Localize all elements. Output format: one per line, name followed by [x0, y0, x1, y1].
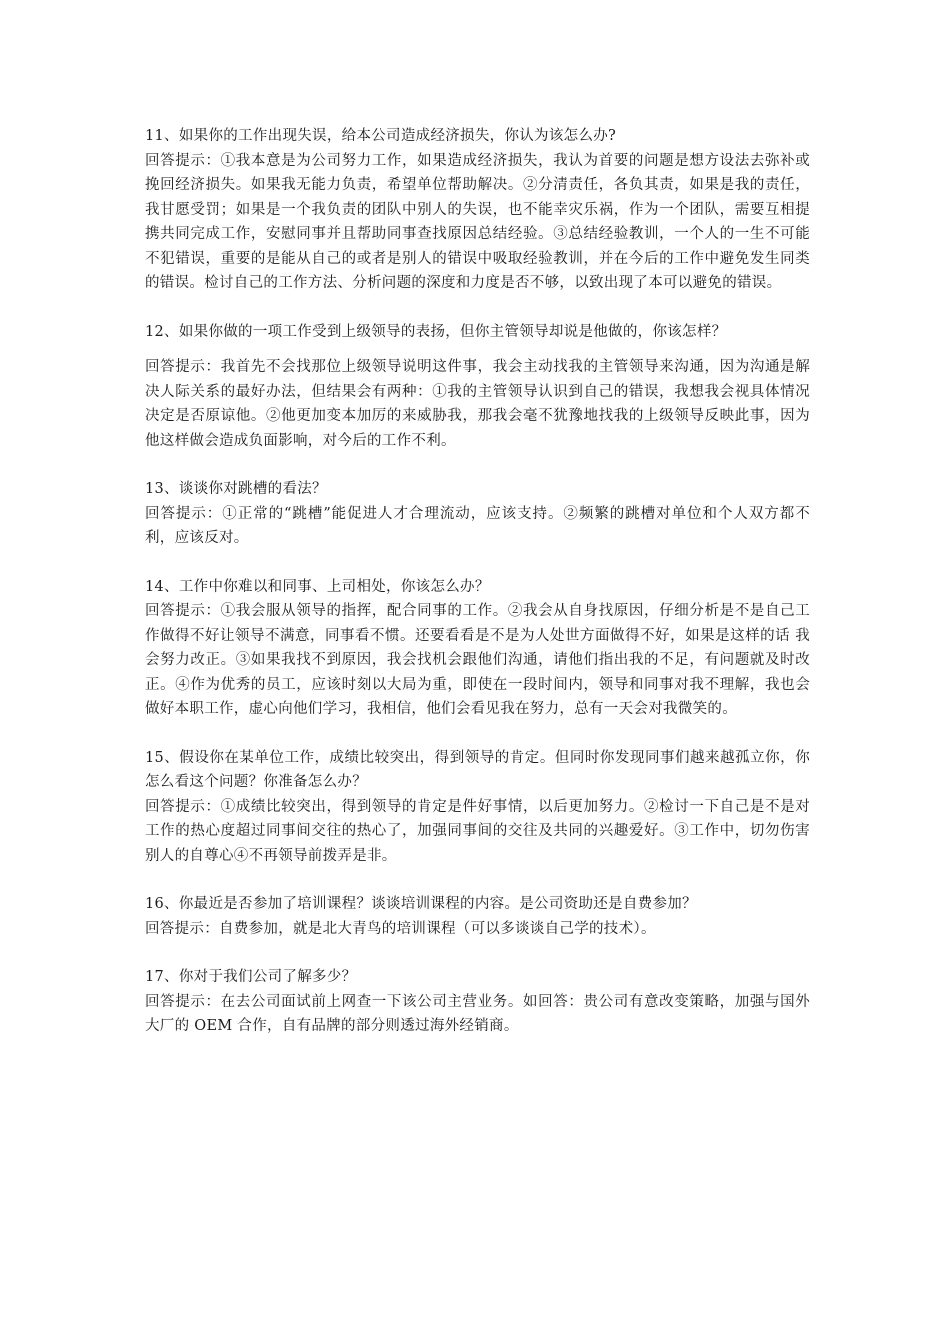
answer-14: 回答提示：①我会服从领导的指挥，配合同事的工作。②我会从自身找原因，仔细分析是不是自己工作做得不好让领导不满意，同事看不惯。还要看看是不是为人处世方面做得不好，如果是这样的话 我会努力改正。③如果我找不到原因，我会找机会跟他们沟通，请他们指出我的不足，有问题就及时改正。④作为优秀的员工，应该时刻以大局为重，即使在一段时间内，领导和同事对我不理解，我也会做好本职工作，虚心向他们学习，我相信，他们会看见我在努力，总有一天会对我微笑的。: [145, 603, 810, 717]
qa-item-11: [145, 124, 810, 296]
answer-13: 回答提示：①正常的“跳槽”能促进人才合理流动，应该支持。②频繁的跳槽对单位和个人双方都不利，应该反对。: [145, 505, 810, 546]
question-14: 14、工作中你难以和同事、上司相处，你该怎么办？: [145, 578, 490, 595]
question-13: 13、谈谈你对跳槽的看法？: [145, 481, 327, 497]
qa-item-13: [145, 477, 810, 551]
qa-item-16: [145, 892, 810, 941]
qa-item-12: [145, 320, 810, 454]
question-17: 17、你对于我们公司了解多少？: [145, 969, 357, 985]
question-15: 15、假设你在某单位工作，成绩比较突出，得到领导的肯定。但同时你发现同事们越来越孤立你，你怎么看这个问题？你准备怎么办？: [145, 749, 810, 790]
question-11: 11、如果你的工作出现失误，给本公司造成经济损失，你认为该怎么办?: [145, 128, 617, 144]
question-12: 12、如果你做的一项工作受到上级领导的表扬，但你主管领导却说是他做的，你该怎样？: [145, 323, 727, 340]
qa-item-15: [145, 746, 810, 869]
answer-17: 回答提示：在去公司面试前上网查一下该公司主营业务。如回答：贵公司有意改变策略，加强与国外大厂的 OEM 合作，自有品牌的部分则透过海外经销商。: [145, 993, 810, 1034]
answer-12: 回答提示：我首先不会找那位上级领导说明这件事，我会主动找我的主管领导来沟通，因为沟通是解决人际关系的最好办法，但结果会有两种：①我的主管领导认识到自己的错误，我想我会视具体情况决定是否原谅他。②他更加变本加厉的来威胁我，那我会毫不犹豫地找我的上级领导反映此事，因为他这样做会造成负面影响，对今后的工作不利。: [145, 359, 810, 449]
document-page: [145, 124, 810, 1039]
qa-item-14: [145, 575, 810, 722]
answer-11: 回答提示：①我本意是为公司努力工作，如果造成经济损失，我认为首要的问题是想方设法去弥补或挽回经济损失。如果我无能力负责，希望单位帮助解决。②分清责任，各负其责，如果是我的责任，我甘愿受罚；如果是一个我负责的团队中别人的失误，也不能幸灾乐祸，作为一个团队，需要互相提携共同完成工作，安慰同事并且帮助同事查找原因总结经验。③总结经验教训，一个人的一生不可能不犯错误，重要的是能从自己的或者是别人的错误中吸取经验教训，并在今后的工作中避免发生同类的错误。检讨自己的工作方法、分析问题的深度和力度是否不够，以致出现了本可以避免的错误。: [145, 152, 810, 291]
answer-15: 回答提示：①成绩比较突出，得到领导的肯定是件好事情，以后更加努力。②检讨一下自己是不是对工作的热心度超过同事间交往的热心了，加强同事间的交往及共同的兴趣爱好。③工作中，切勿伤害别人的自尊心④不再领导前拨弄是非。: [145, 798, 810, 864]
answer-16: 回答提示：自费参加，就是北大青鸟的培训课程（可以多谈谈自己学的技术）。: [145, 920, 656, 937]
question-16: 16、你最近是否参加了培训课程？谈谈培训课程的内容。是公司资助还是自费参加？: [145, 896, 697, 912]
qa-item-17: [145, 965, 810, 1039]
